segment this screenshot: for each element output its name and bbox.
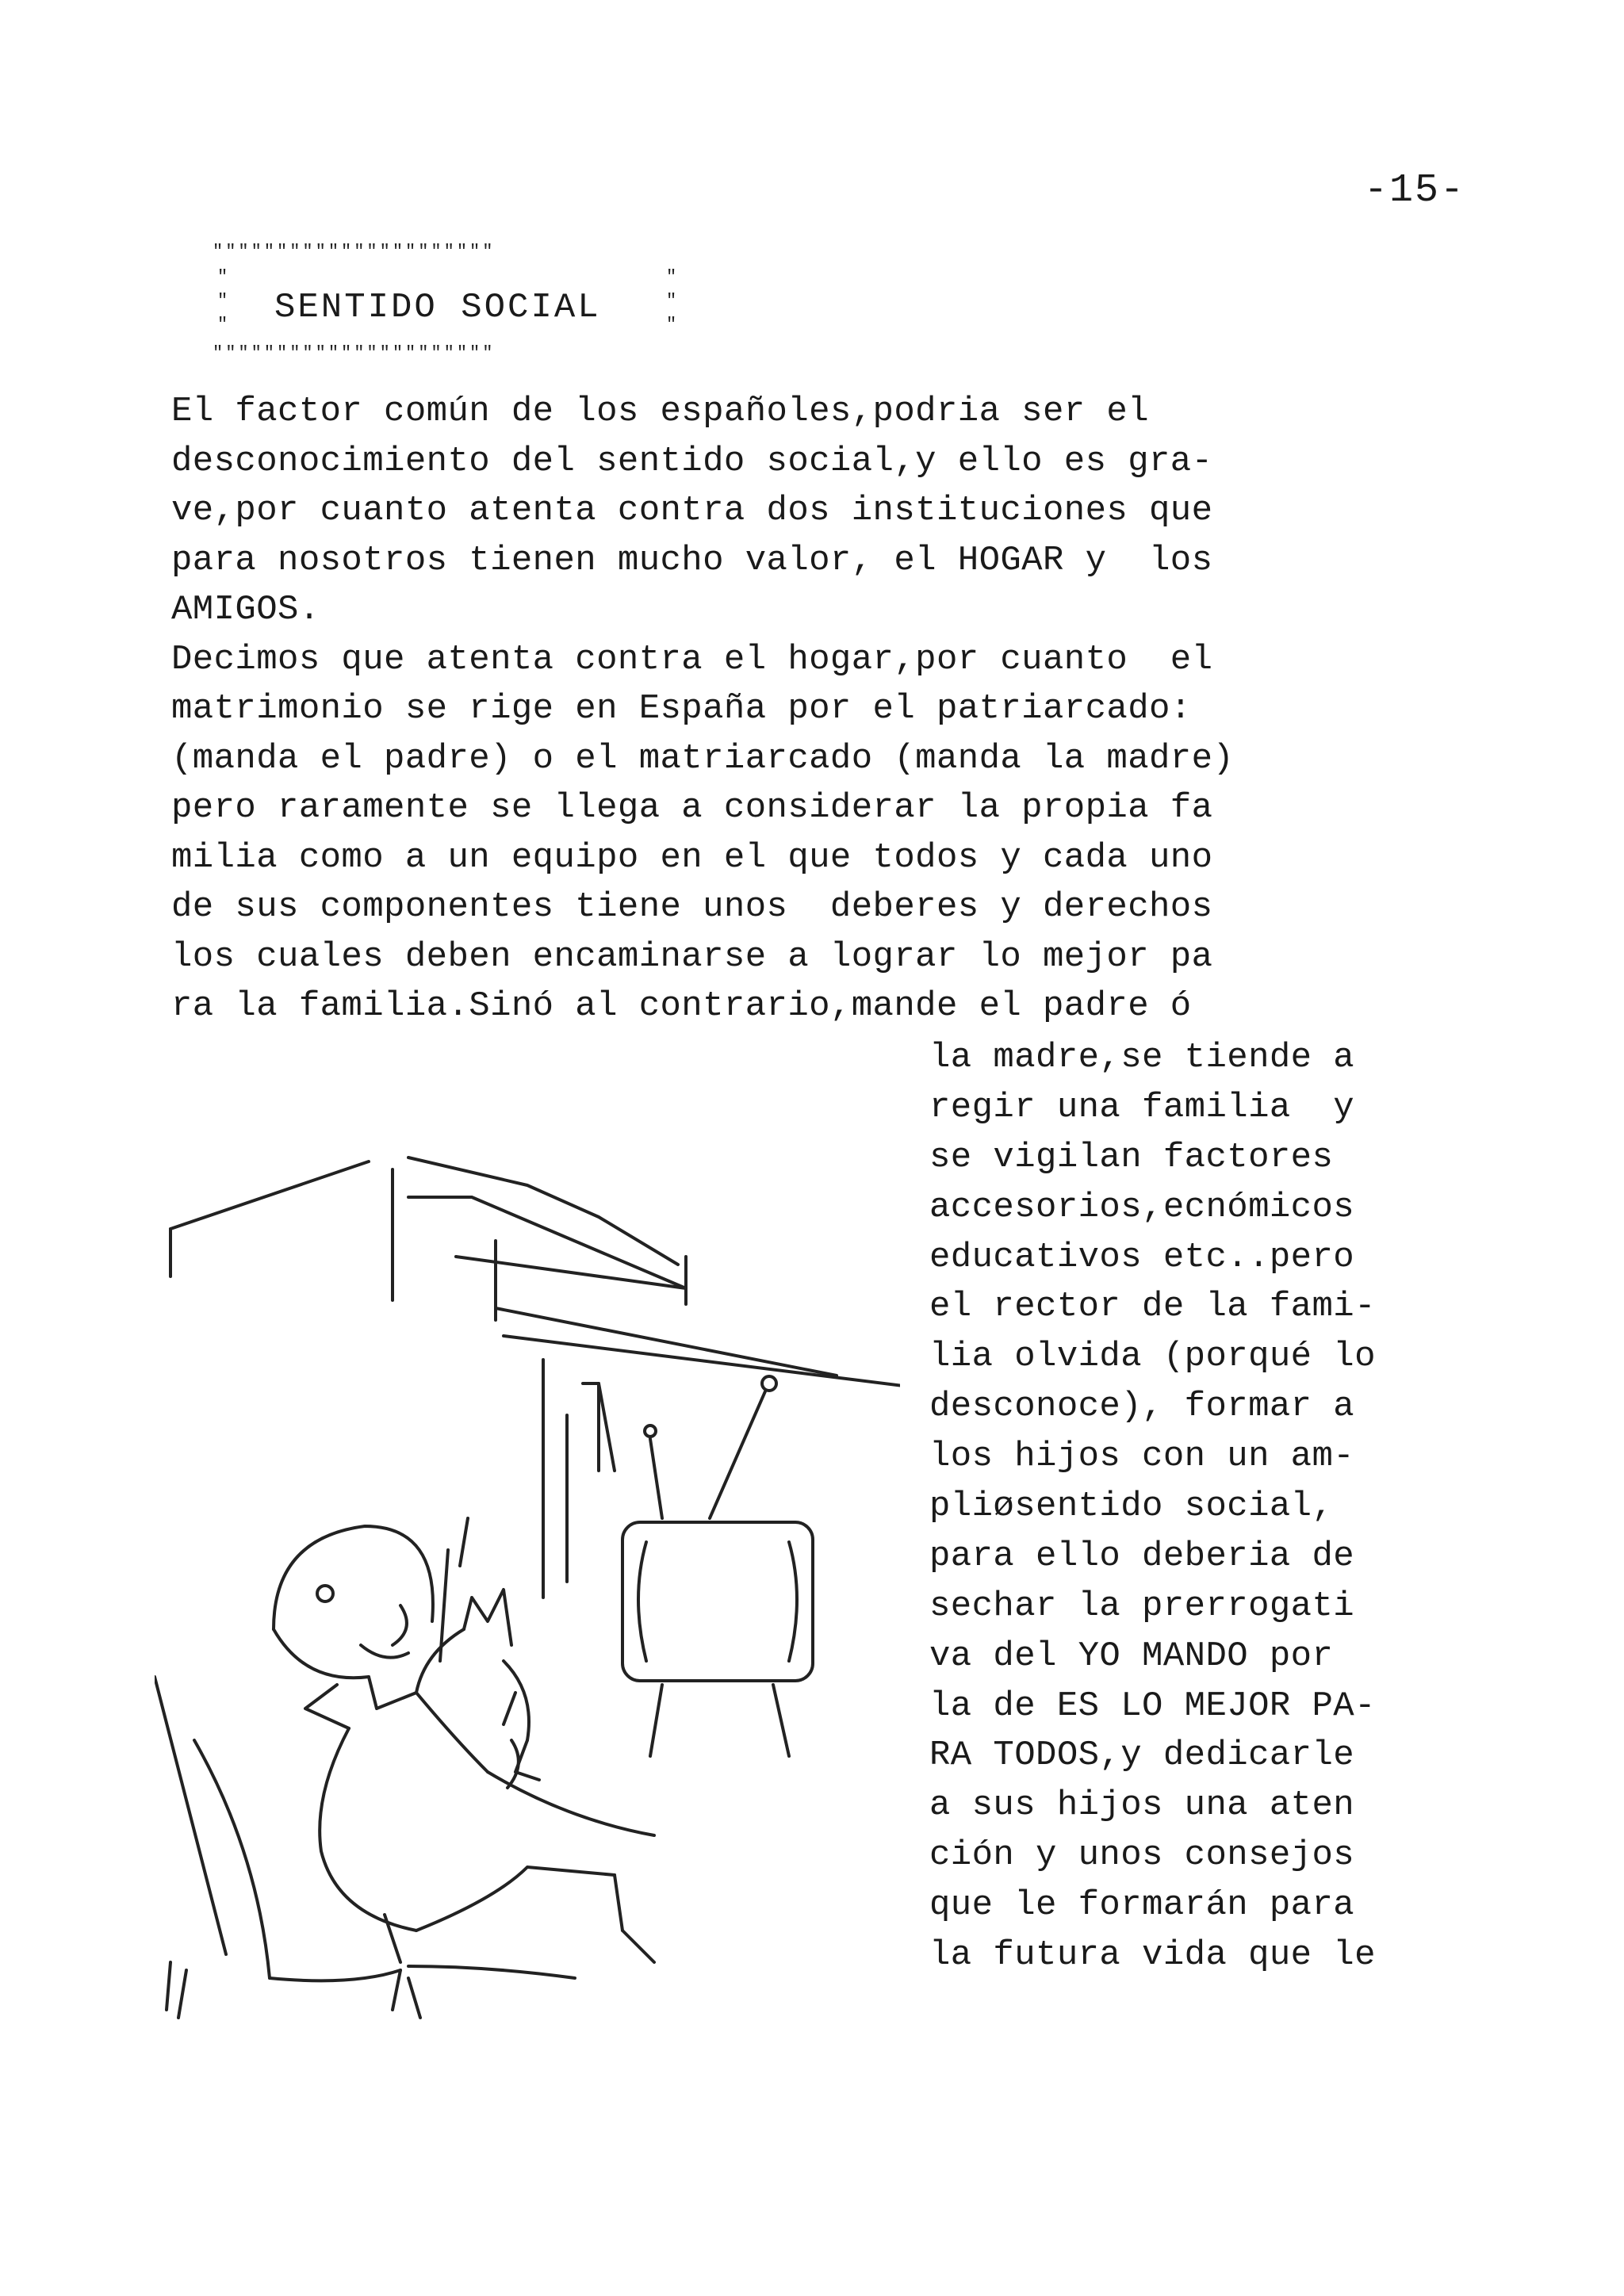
column-line: para ello deberia de <box>929 1536 1355 1576</box>
column-line: va del YO MANDO por <box>929 1636 1334 1676</box>
column-line: accesorios,ecnómicos <box>929 1187 1355 1227</box>
body-line: desconocimiento del sentido social,y ello es gra- <box>171 441 1213 481</box>
heading-border-right: " " " <box>666 267 677 335</box>
family-sketch-illustration <box>155 1138 900 2034</box>
sketch-drawing <box>155 1138 900 2034</box>
body-line: los cuales deben encaminarse a lograr lo mejor pa <box>171 936 1213 977</box>
body-line: ve,por cuanto atenta contra dos instituciones que <box>171 491 1213 530</box>
heading-border-top: """""""""""""""""""""" <box>213 242 496 262</box>
column-line: el rector de la fami- <box>929 1287 1376 1327</box>
column-line: RA TODOS,y dedicarle <box>929 1735 1355 1776</box>
column-line: los hijos con un am- <box>929 1437 1355 1477</box>
column-line: la futura vida que le <box>929 1935 1376 1976</box>
column-line: regir una familia y <box>929 1087 1355 1127</box>
body-text <box>171 387 1472 1031</box>
column-line: se vigilan factores <box>929 1137 1334 1177</box>
body-line: para nosotros tienen mucho valor, el HOGAR y los <box>171 540 1213 580</box>
body-line: El factor común de los españoles,podria ser el <box>171 392 1149 431</box>
section-heading: SENTIDO SOCIAL <box>274 288 601 327</box>
column-line: a sus hijos una aten <box>929 1785 1355 1826</box>
column-line: sechar la prerrogati <box>929 1586 1355 1626</box>
body-line: Decimos que atenta contra el hogar,por cuanto el <box>171 639 1213 679</box>
column-line: que le formarán para <box>929 1885 1355 1926</box>
section-heading-box <box>213 242 696 361</box>
column-line: ción y unos consejos <box>929 1835 1355 1876</box>
body-line: ra la familia.Sinó al contrario,mande el padre ó <box>171 986 1192 1026</box>
body-line: (manda el padre) o el matriarcado (manda la madre) <box>171 738 1235 779</box>
body-line: AMIGOS. <box>171 590 320 629</box>
body-line: milia como a un equipo en el que todos y cada uno <box>171 837 1213 878</box>
heading-border-bottom: """""""""""""""""""""" <box>213 343 496 363</box>
column-line: la de ES LO MEJOR PA- <box>929 1686 1376 1726</box>
column-text <box>929 1033 1484 1980</box>
column-line: lia olvida (porqué lo <box>929 1337 1376 1377</box>
column-line: pliøsentido social, <box>929 1487 1334 1527</box>
body-line: matrimonio se rige en España por el patriarcado: <box>171 689 1192 729</box>
column-line: educativos etc..pero <box>929 1237 1355 1277</box>
body-line: pero raramente se llega a considerar la propia fa <box>171 788 1213 828</box>
heading-border-left: " " " <box>217 267 228 335</box>
column-line: desconoce), formar a <box>929 1387 1355 1427</box>
column-line: la madre,se tiende a <box>929 1038 1355 1077</box>
body-line: de sus componentes tiene unos deberes y derechos <box>171 887 1213 927</box>
page-number: -15- <box>1364 168 1466 213</box>
